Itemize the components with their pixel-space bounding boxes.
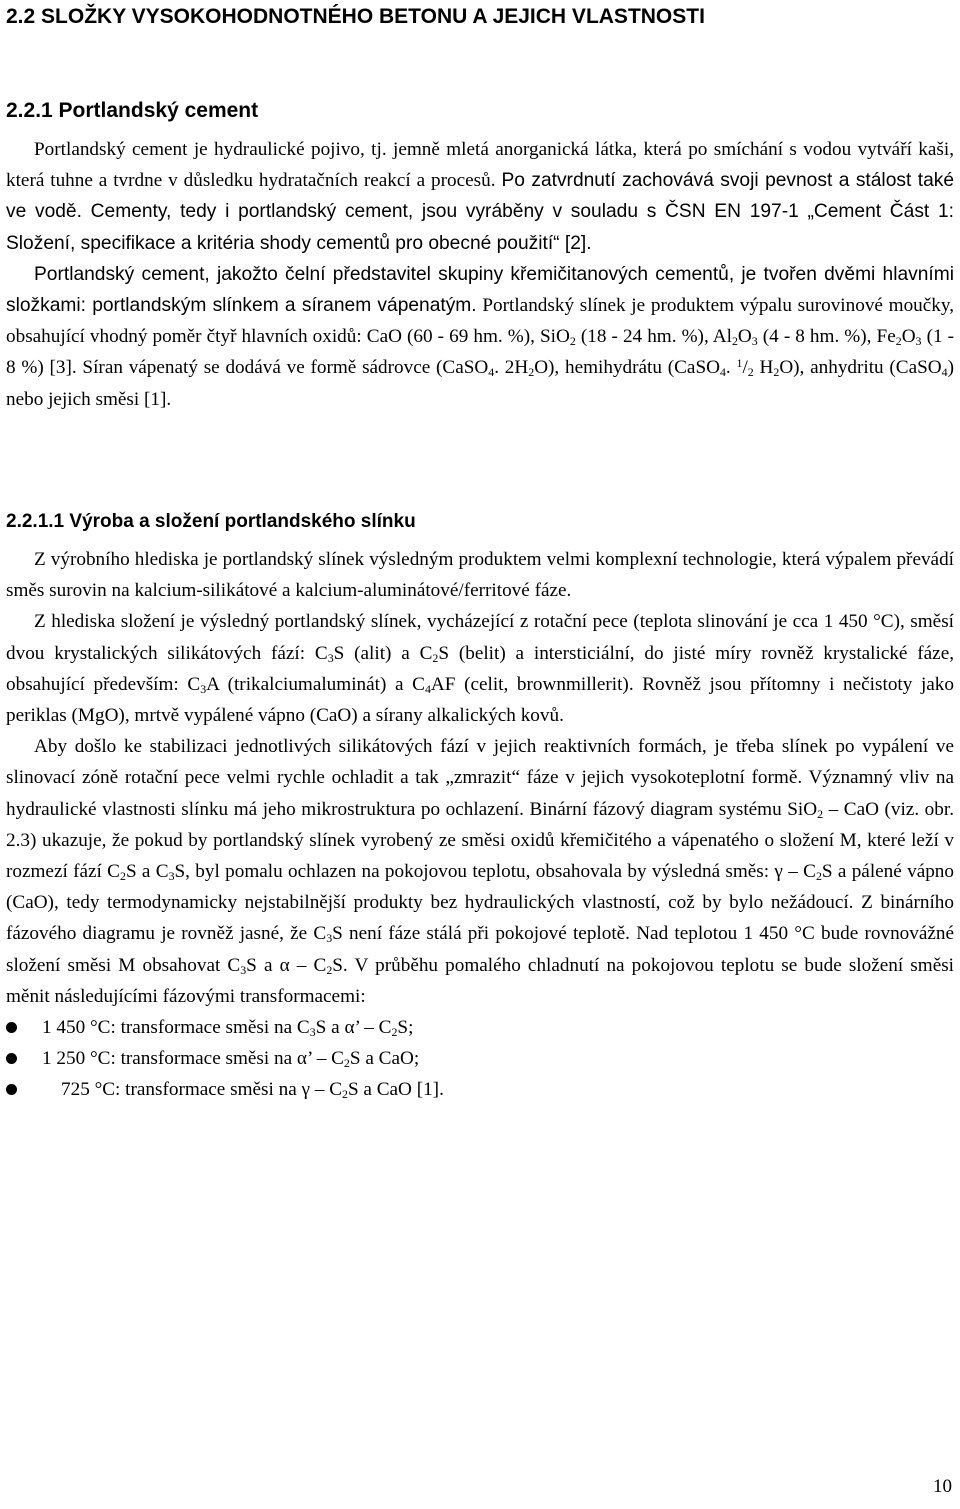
subsection-heading: 2.2.1 Portlandský cement (6, 99, 259, 122)
list-item: 725 °C: transformace směsi na γ – $C_2S$ a CaO [1]. (6, 1074, 954, 1105)
transformation-list (6, 1012, 954, 1106)
list-item: 1 250 °C: transformace směsi na α’ – $C_2S$ a CaO; (6, 1043, 954, 1074)
portland-cement-text (6, 134, 954, 415)
paragraph-definition: Portlandský cement je hydraulické pojivo, tj. jemně mletá anorganická látka, která po smíchání s vodou vytváří kaši, která tuhne a tvrdne v důsledku hydratačních reakcí a procesů. Po zatvrdnutí zachovává svoji pevnost a stálost také ve vodě. Cementy, tedy i portlandský cement, jsou vyráběny v souladu s ČSN EN 197-1 „Cement Část 1: Složení, specifikace a kritéria shody cementů pro obecné použití“ [2]. (6, 139, 955, 254)
paragraph-phases: Z hlediska složení je výsledný portlandský slínek, vycházející z rotační pece (teplota slinování je cca 1 450 °C), směsí dvou krystalických silikátových fází: $C_3S$ (alit) a $C_2S$ (belit) a intersticiální, do jisté míry rovněž krystalické fáze, obsahující především: $C_3A$ (trikalciumaluminát) a $C_4AF$ (celit, brownmillerit). Rovněž jsou přítomny i nečistoty jako periklas (MgO), mrtvě vypálené vápno (CaO) a sírany alkalických kovů. (6, 611, 955, 727)
paragraph-cooling: Aby došlo ke stabilizaci jednotlivých silikátových fází v jejich reaktivních formách, je třeba slínek po vypálení ve slinovací zóně rotační pece velmi rychle ochladit a tak „zmrazit“ fáze v jejich vysokoteplotní formě. Významný vliv na hydraulické vlastnosti slínku má jeho mikrostruktura po ochlazení. Binární fázový diagram systému SiO$_2$ – CaO (viz. obr. 2.3) ukazuje, že pokud by portlandský slínek vyrobený ze směsi oxidů křemičitého a vápenatého o složení M, které leží v rozmezí fází $C_2S$ a $C_3S$, byl pomalu ochlazen na pokojovou teplotu, obsahovala by výsledná směs: γ – $C_2S$ a pálené vápno (CaO), tedy termodynamicky nejstabilnější produkty bez hydraulických vlastností, což by bylo nežádoucí. Z binárního fázového diagramu je rovněž jasné, že $C_3S$ není fáze stálá při pokojové teplotě. Nad teplotou 1 450 °C bude rovnovážné složení směsi M obsahovat $C_3S$ a α – $C_2S$. V průběhu pomalého chladnutí na pokojovou teplotu se bude složení směsi měnit následujícími fázovými transformacemi: (6, 736, 955, 1007)
paragraph-composition: Portlandský cement, jakožto čelní představitel skupiny křemičitanových cementů, je tvořen dvěmi hlavními složkami: portlandským slínkem a síranem vápenatým. Portlandský slínek je produktem výpalu surovinové moučky, obsahující vhodný poměr čtyř hlavních oxidů: CaO (60 - 69 hm. %), SiO$_2$ (18 - 24 hm. %), $Al_2O_3$ (4 - 8 hm. %), $Fe_2O_3$ (1 - 8 %) [3]. Síran vápenatý se dodává ve formě sádrovce (CaSO$_4$. $2H_2O$), hemihydrátu (CaSO$_4$. $^1/_2$ $H_2O$), anhydritu (CaSO$_4$) nebo jejich směsi [1]. (6, 263, 955, 410)
sub-subsection-heading: 2.2.1.1 Výroba a složení portlandského slínku (6, 511, 416, 532)
list-item: 1 450 °C: transformace směsi na $C_3S$ a α’ – $C_2S$; (6, 1012, 954, 1043)
bullet-icon (6, 1053, 17, 1064)
clinker-text (6, 544, 954, 1106)
page-number: 10 (933, 1476, 952, 1497)
paragraph-production: Z výrobního hlediska je portlandský slínek výsledným produktem velmi komplexní technologie, která výpalem převádí směs surovin na kalcium-silikátové a kalcium-aluminátové/ferritové fáze. (6, 549, 954, 602)
bullet-icon (6, 1084, 17, 1095)
section-heading: 2.2 SLOŽKY VYSOKOHODNOTNÉHO BETONU A JEJICH VLASTNOSTI (6, 5, 705, 28)
bullet-icon (6, 1022, 17, 1033)
